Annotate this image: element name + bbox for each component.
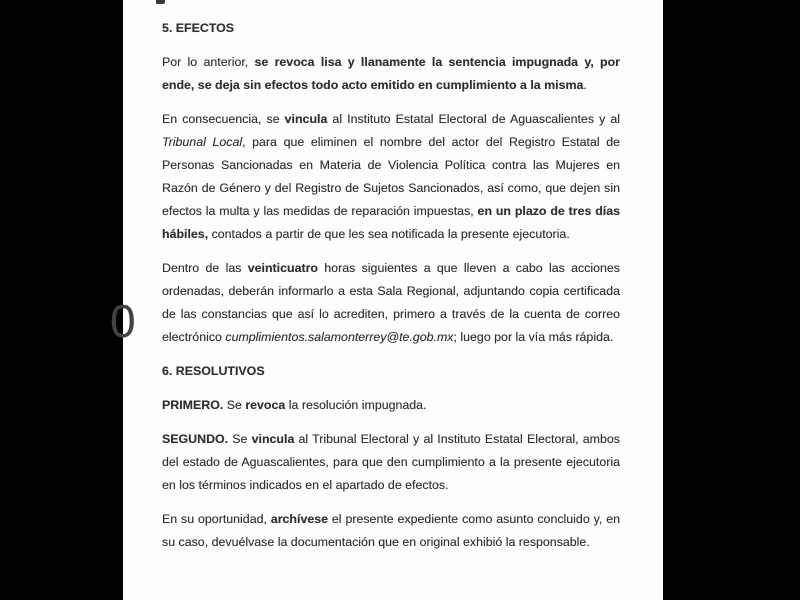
text-run: contados a partir de que les sea notificada la presente ejecutoria. (208, 227, 570, 241)
text-run: vincula (284, 112, 328, 126)
text-run: Por lo anterior, (162, 55, 255, 69)
letterbox-left-bar (0, 0, 123, 600)
text-run: , para que eliminen el nombre del actor del Registro Estatal de Personas Sancionadas en Materia de Violencia Política contra las Mujeres en Razón de Género y del Registro de Sujetos Sancionados, así como, que dejen sin efectos la multa y las medidas de reparación impuestas, (162, 135, 620, 218)
clipped-text-fragment (156, 0, 165, 4)
text-run: Tribunal Local (162, 135, 243, 149)
text-run: archívese (270, 512, 329, 526)
document-page (123, 0, 663, 600)
text-run: al Tribunal Electoral y al Instituto Estatal Electoral, ambos del estado de Aguascalientes, para que den cumplimiento a la presente ejecutoria en los términos indicados en el apartado de efectos. (162, 432, 620, 492)
paragraph-resolutivo-primero (162, 394, 620, 417)
text-run: cumplimientos.salamonterrey@te.gob.mx (225, 330, 454, 344)
text-run: al Instituto Estatal Electoral de Aguascalientes y al (327, 112, 620, 126)
paragraph-resolutivo-segundo (162, 428, 620, 497)
text-run: Se (223, 398, 246, 412)
text-run: vincula (251, 432, 295, 446)
text-run: En consecuencia, se (162, 112, 285, 126)
text-run: la resolución impugnada. (285, 398, 427, 412)
text-run: el presente expediente como asunto concluido y, en su caso, devuélvase la documentación que en original exhibió la responsable. (162, 512, 621, 549)
letterbox-right-bar (663, 0, 800, 600)
text-run: Se (228, 432, 252, 446)
text-run: PRIMERO. (162, 398, 224, 412)
document-text-area (123, 0, 663, 600)
text-run: . (583, 78, 587, 92)
paragraph-effects-revocation (162, 51, 620, 97)
text-run: veinticuatro (247, 261, 318, 275)
text-run: 6. RESOLUTIVOS (162, 364, 265, 378)
text-run: Dentro de las (162, 261, 248, 275)
paragraph-archivo (162, 508, 620, 554)
section-6-heading (162, 360, 620, 383)
text-run: en un plazo de tres días hábiles, (162, 204, 620, 241)
text-run: se revoca lisa y llanamente la sentencia impugnada y, por ende, se deja sin efectos todo acto emitido en cumplimiento a la misma (162, 55, 620, 92)
text-run: revoca (245, 398, 286, 412)
text-run: SEGUNDO. (162, 432, 229, 446)
text-run: 5. EFECTOS (162, 21, 235, 35)
text-run: horas siguientes a que lleven a cabo las acciones ordenadas, deberán informarlo a esta Sala Regional, adjuntando copia certificada de las constancias que así lo acrediten, primero a través de la cuenta de correo electrónico (162, 261, 621, 344)
paragraph-effects-vinculacion (162, 108, 620, 246)
text-run: ; luego por la vía más rápida. (453, 330, 614, 344)
paragraph-effects-notification (162, 257, 620, 349)
text-run: En su oportunidad, (162, 512, 271, 526)
page-number-artifact: 0 (110, 295, 136, 347)
section-5-heading (162, 17, 620, 40)
